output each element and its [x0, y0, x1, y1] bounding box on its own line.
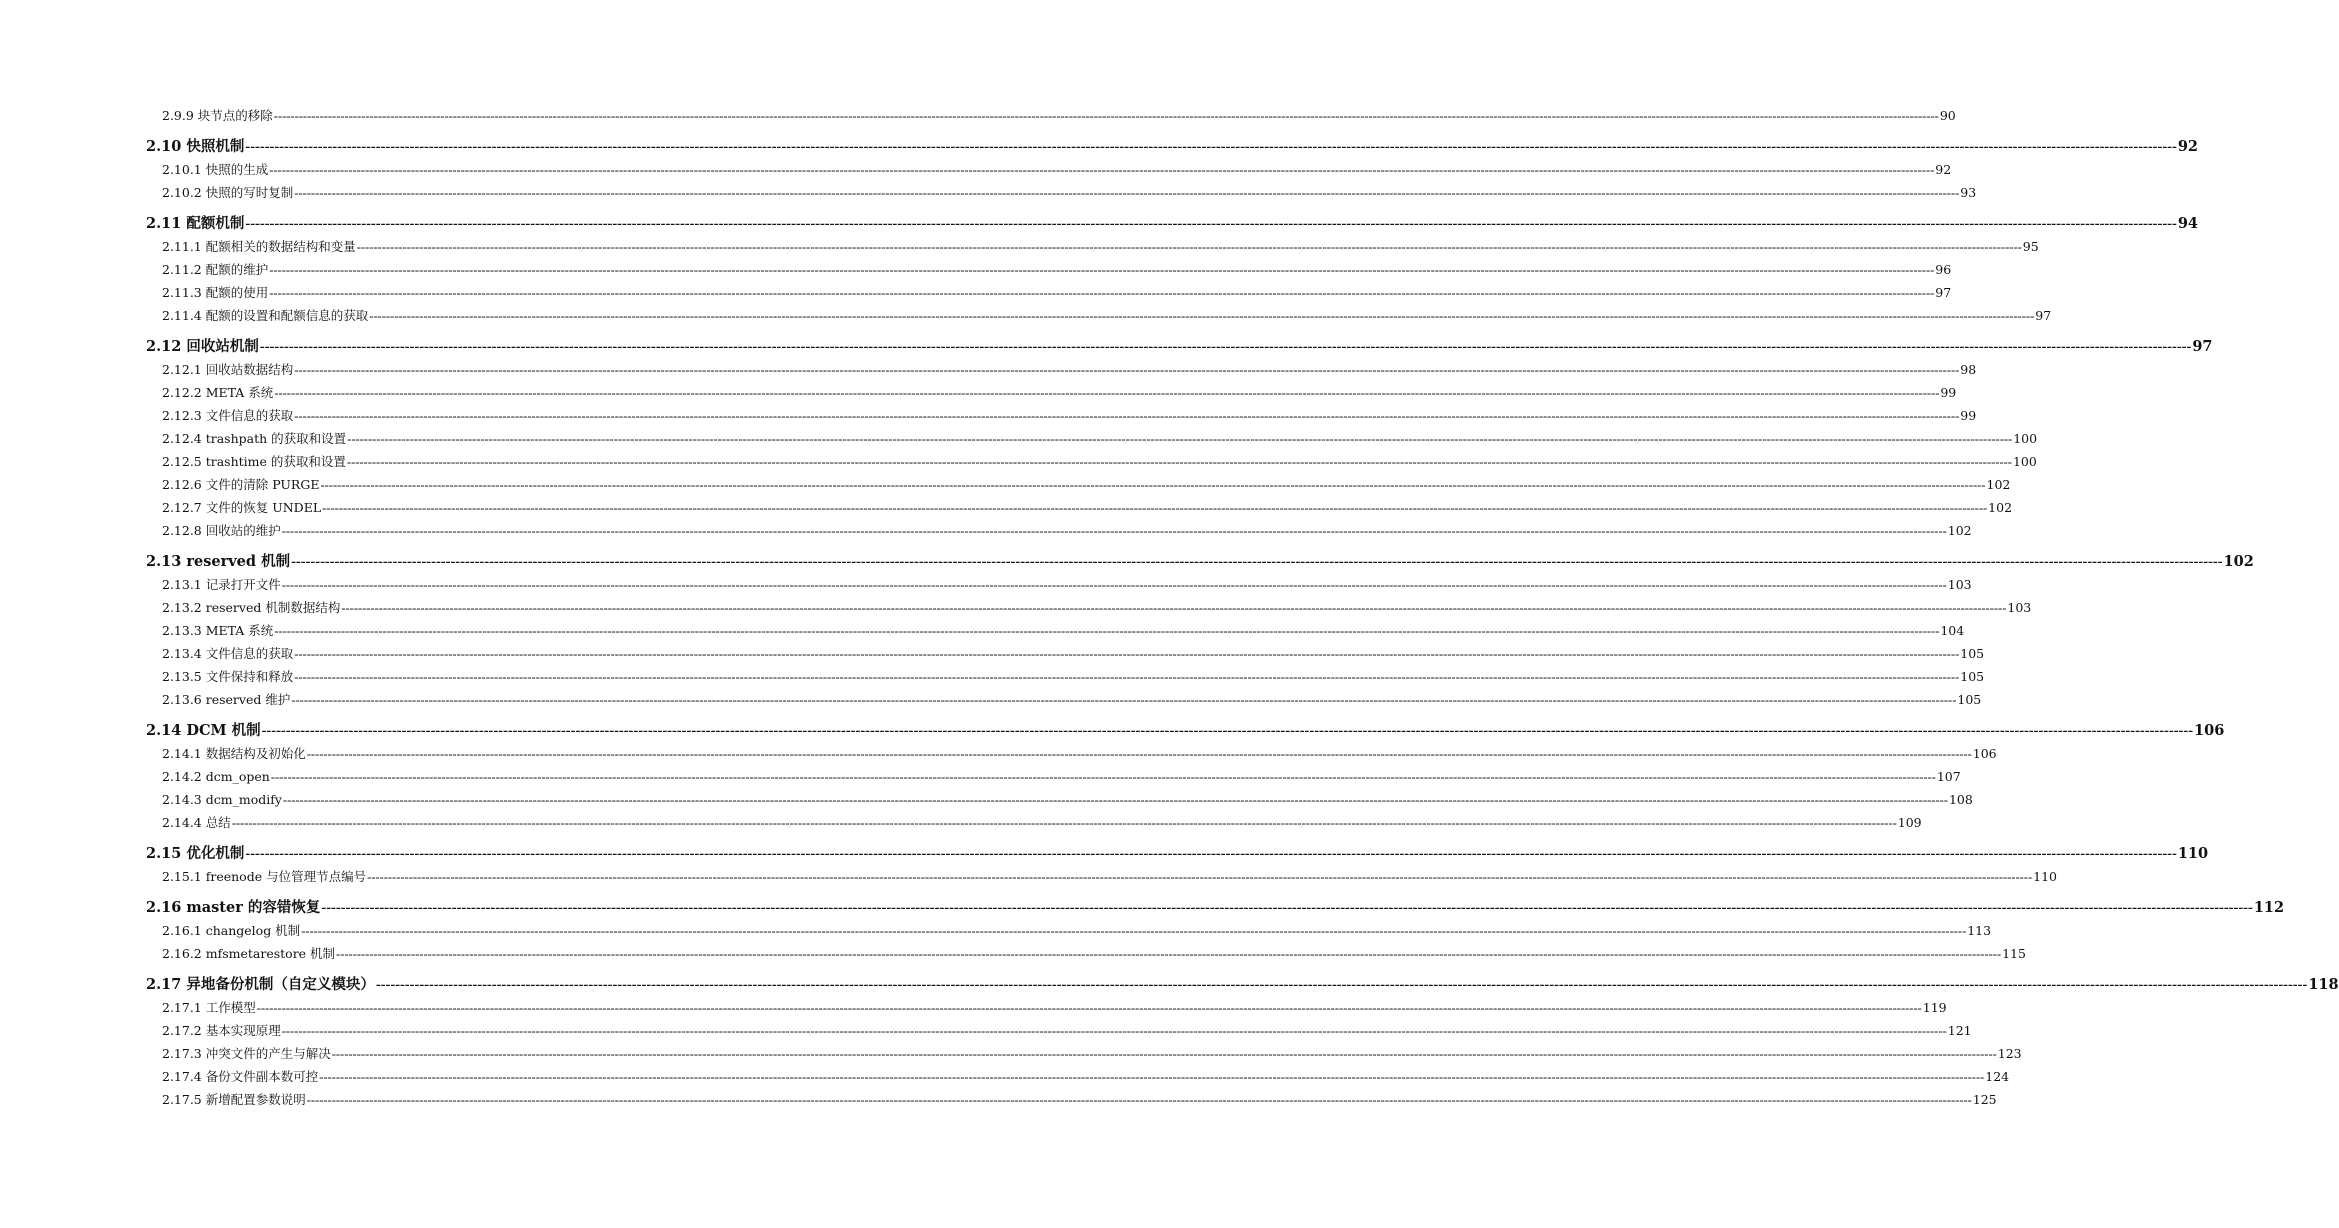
toc-page-number: 119 [1922, 1000, 1947, 1015]
toc-dot-leader: ---------------------------------------------------------------------------------------------------------------------------------------------------------------------------------------------------------------------------------------------------------------------------------------------------------------------------------------------------------------------------------------------------------------- [322, 501, 1988, 515]
toc-subsection-entry[interactable] [146, 742, 1997, 765]
toc-entry-title: 2.14.3 dcm_modify [162, 792, 282, 807]
toc-section-entry[interactable] [146, 896, 2285, 919]
toc-subsection-entry[interactable] [146, 811, 1922, 834]
toc-subsection-entry[interactable] [146, 1019, 1972, 1042]
toc-dot-leader: ---------------------------------------------------------------------------------------------------------------------------------------------------------------------------------------------------------------------------------------------------------------------------------------------------------------------------------------------------------------------------------------------------------------- [269, 263, 1935, 277]
toc-subsection-entry[interactable] [146, 235, 2039, 258]
toc-section-entry[interactable] [146, 550, 2254, 573]
toc-subsection-entry[interactable] [146, 404, 1977, 427]
toc-subsection-entry[interactable] [146, 996, 1947, 1019]
toc-page-number: 103 [1947, 577, 1972, 592]
toc-page-number: 105 [1957, 692, 1982, 707]
toc-subsection-entry[interactable] [146, 381, 1957, 404]
toc-entry-title: 2.15 优化机制 [146, 845, 245, 862]
toc-page-number: 92 [2177, 138, 2199, 155]
toc-dot-leader: ---------------------------------------------------------------------------------------------------------------------------------------------------------------------------------------------------------------------------------------------------------------------------------------------------------------------------------------------------------------------------------------------------------------- [294, 363, 1960, 377]
toc-page-number: 102 [1988, 500, 2013, 515]
toc-subsection-entry[interactable] [146, 788, 1973, 811]
toc-subsection-entry[interactable] [146, 942, 2026, 965]
toc-page-number: 92 [1935, 162, 1952, 177]
toc-entry-title: 2.13.4 文件信息的获取 [162, 646, 294, 661]
toc-entry-title: 2.17.4 备份文件副本数可控 [162, 1069, 319, 1084]
toc-subsection-entry[interactable] [146, 496, 2013, 519]
toc-subsection-entry[interactable] [146, 765, 1961, 788]
toc-entry-title: 2.12.3 文件信息的获取 [162, 408, 294, 423]
toc-dot-leader: ---------------------------------------------------------------------------------------------------------------------------------------------------------------------------------------------------------------------------------------------------------------------------------------------------------------------------------------------------------------------------------------------------------------- [270, 770, 1936, 784]
toc-dot-leader: ---------------------------------------------------------------------------------------------------------------------------------------------------------------------------------------------------------------------------------------------------------------------------------------------------------------------------------------------------------------------------------------------------------------- [301, 924, 1967, 938]
toc-subsection-entry[interactable] [146, 619, 1965, 642]
toc-page-number: 93 [1960, 185, 1977, 200]
toc-page-number: 99 [1960, 408, 1977, 423]
toc-section-entry[interactable] [146, 842, 2209, 865]
toc-page-number: 97 [1935, 285, 1952, 300]
toc-entry-title: 2.12.8 回收站的维护 [162, 523, 281, 538]
toc-page-number: 106 [2194, 722, 2225, 739]
toc-entry-title: 2.16.1 changelog 机制 [162, 923, 301, 938]
toc-dot-leader: ---------------------------------------------------------------------------------------------------------------------------------------------------------------------------------------------------------------------------------------------------------------------------------------------------------------------------------------------------------------------------------------------------------------- [281, 578, 1947, 592]
toc-dot-leader: ---------------------------------------------------------------------------------------------------------------------------------------------------------------------------------------------------------------------------------------------------------------------------------------------------------------------------------------------------------------------------------------------------------------- [294, 186, 1960, 200]
toc-page-number: 104 [1940, 623, 1965, 638]
toc-page-number: 97 [2035, 308, 2052, 323]
toc-dot-leader: ---------------------------------------------------------------------------------------------------------------------------------------------------------------------------------------------------------------------------------------------------------------------------------------------------------------------------------------------------------------------------------------------------------------- [291, 554, 2223, 570]
toc-subsection-entry[interactable] [146, 281, 1952, 304]
toc-page-number: 99 [1940, 385, 1957, 400]
toc-dot-leader: ---------------------------------------------------------------------------------------------------------------------------------------------------------------------------------------------------------------------------------------------------------------------------------------------------------------------------------------------------------------------------------------------------------------- [282, 793, 1948, 807]
toc-subsection-entry[interactable] [146, 919, 1992, 942]
toc-subsection-entry[interactable] [146, 1088, 1997, 1111]
toc-page-number: 97 [2192, 338, 2213, 355]
toc-dot-leader: ---------------------------------------------------------------------------------------------------------------------------------------------------------------------------------------------------------------------------------------------------------------------------------------------------------------------------------------------------------------------------------------------------------------- [274, 624, 1940, 638]
toc-subsection-entry[interactable] [146, 1065, 2010, 1088]
toc-dot-leader: ---------------------------------------------------------------------------------------------------------------------------------------------------------------------------------------------------------------------------------------------------------------------------------------------------------------------------------------------------------------------------------------------------------------- [320, 478, 1986, 492]
toc-entry-title: 2.13.1 记录打开文件 [162, 577, 281, 592]
toc-page-number: 108 [1948, 792, 1973, 807]
toc-page-number: 125 [1972, 1092, 1997, 1107]
toc-dot-leader: ---------------------------------------------------------------------------------------------------------------------------------------------------------------------------------------------------------------------------------------------------------------------------------------------------------------------------------------------------------------------------------------------------------------- [245, 139, 2177, 155]
toc-dot-leader: ---------------------------------------------------------------------------------------------------------------------------------------------------------------------------------------------------------------------------------------------------------------------------------------------------------------------------------------------------------------------------------------------------------------- [375, 977, 2308, 993]
toc-entry-title: 2.11.1 配额相关的数据结构和变量 [162, 239, 356, 254]
toc-page-number: 102 [1986, 477, 2011, 492]
toc-entry-title: 2.11.3 配额的使用 [162, 285, 269, 300]
toc-section-entry[interactable] [146, 335, 2213, 358]
toc-subsection-entry[interactable] [146, 304, 2052, 327]
toc-dot-leader: ---------------------------------------------------------------------------------------------------------------------------------------------------------------------------------------------------------------------------------------------------------------------------------------------------------------------------------------------------------------------------------------------------------------- [321, 900, 2253, 916]
toc-dot-leader: ---------------------------------------------------------------------------------------------------------------------------------------------------------------------------------------------------------------------------------------------------------------------------------------------------------------------------------------------------------------------------------------------------------------- [367, 870, 2033, 884]
toc-page-number: 102 [1947, 523, 1972, 538]
toc-page-number: 112 [2253, 899, 2285, 916]
toc-subsection-entry[interactable] [146, 642, 1985, 665]
toc-subsection-entry[interactable] [146, 596, 2032, 619]
toc-page-number: 118 [2308, 976, 2339, 993]
toc-subsection-entry[interactable] [146, 865, 2057, 888]
toc-dot-leader: ---------------------------------------------------------------------------------------------------------------------------------------------------------------------------------------------------------------------------------------------------------------------------------------------------------------------------------------------------------------------------------------------------------------- [245, 846, 2177, 862]
toc-entry-title: 2.12.2 META 系统 [162, 385, 274, 400]
toc-page-number: 96 [1935, 262, 1952, 277]
toc-dot-leader: ---------------------------------------------------------------------------------------------------------------------------------------------------------------------------------------------------------------------------------------------------------------------------------------------------------------------------------------------------------------------------------------------------------------- [346, 455, 2012, 469]
toc-dot-leader: ---------------------------------------------------------------------------------------------------------------------------------------------------------------------------------------------------------------------------------------------------------------------------------------------------------------------------------------------------------------------------------------------------------------- [273, 109, 1939, 123]
toc-page-number: 103 [2007, 600, 2032, 615]
toc-page-number: 94 [2177, 215, 2199, 232]
toc-subsection-entry[interactable] [146, 450, 2037, 473]
toc-section-entry[interactable] [146, 973, 2339, 996]
toc-entry-title: 2.12 回收站机制 [146, 338, 259, 355]
toc-subsection-entry[interactable] [146, 1042, 2022, 1065]
toc-page-number: 124 [1985, 1069, 2010, 1084]
toc-dot-leader: ---------------------------------------------------------------------------------------------------------------------------------------------------------------------------------------------------------------------------------------------------------------------------------------------------------------------------------------------------------------------------------------------------------------- [306, 1093, 1972, 1107]
toc-entry-title: 2.11 配额机制 [146, 215, 245, 232]
toc-entry-title: 2.12.6 文件的清除 PURGE [162, 477, 320, 492]
toc-entry-title: 2.17.5 新增配置参数说明 [162, 1092, 306, 1107]
toc-entry-title: 2.16.2 mfsmetarestore 机制 [162, 946, 336, 961]
toc-entry-title: 2.13.2 reserved 机制数据结构 [162, 600, 341, 615]
toc-subsection-entry[interactable] [146, 665, 1985, 688]
toc-entry-title: 2.14.2 dcm_open [162, 769, 270, 784]
toc-dot-leader: ---------------------------------------------------------------------------------------------------------------------------------------------------------------------------------------------------------------------------------------------------------------------------------------------------------------------------------------------------------------------------------------------------------------- [331, 1047, 1997, 1061]
toc-page-number: 98 [1960, 362, 1977, 377]
toc-dot-leader: ---------------------------------------------------------------------------------------------------------------------------------------------------------------------------------------------------------------------------------------------------------------------------------------------------------------------------------------------------------------------------------------------------------------- [336, 947, 2002, 961]
toc-dot-leader: ---------------------------------------------------------------------------------------------------------------------------------------------------------------------------------------------------------------------------------------------------------------------------------------------------------------------------------------------------------------------------------------------------------------- [341, 601, 2007, 615]
toc-dot-leader: ---------------------------------------------------------------------------------------------------------------------------------------------------------------------------------------------------------------------------------------------------------------------------------------------------------------------------------------------------------------------------------------------------------------- [294, 647, 1960, 661]
toc-entry-title: 2.17.3 冲突文件的产生与解决 [162, 1046, 331, 1061]
toc-entry-title: 2.14 DCM 机制 [146, 722, 261, 739]
toc-dot-leader: ---------------------------------------------------------------------------------------------------------------------------------------------------------------------------------------------------------------------------------------------------------------------------------------------------------------------------------------------------------------------------------------------------------------- [281, 524, 1947, 538]
toc-entry-title: 2.14.4 总结 [162, 815, 231, 830]
toc-page-number: 100 [2013, 431, 2038, 446]
toc-page-number: 123 [1997, 1046, 2022, 1061]
toc-entry-title: 2.14.1 数据结构及初始化 [162, 746, 306, 761]
toc-entry-title: 2.9.9 块节点的移除 [162, 108, 273, 123]
toc-subsection-entry[interactable] [146, 519, 1972, 542]
toc-dot-leader: ---------------------------------------------------------------------------------------------------------------------------------------------------------------------------------------------------------------------------------------------------------------------------------------------------------------------------------------------------------------------------------------------------------------- [269, 286, 1935, 300]
toc-dot-leader: ---------------------------------------------------------------------------------------------------------------------------------------------------------------------------------------------------------------------------------------------------------------------------------------------------------------------------------------------------------------------------------------------------------------- [281, 1024, 1947, 1038]
toc-entry-title: 2.13.5 文件保持和释放 [162, 669, 294, 684]
toc-dot-leader: ---------------------------------------------------------------------------------------------------------------------------------------------------------------------------------------------------------------------------------------------------------------------------------------------------------------------------------------------------------------------------------------------------------------- [261, 723, 2194, 739]
toc-dot-leader: ---------------------------------------------------------------------------------------------------------------------------------------------------------------------------------------------------------------------------------------------------------------------------------------------------------------------------------------------------------------------------------------------------------------- [245, 216, 2177, 232]
toc-dot-leader: ---------------------------------------------------------------------------------------------------------------------------------------------------------------------------------------------------------------------------------------------------------------------------------------------------------------------------------------------------------------------------------------------------------------- [294, 409, 1960, 423]
toc-subsection-entry[interactable] [146, 573, 1972, 596]
toc-entry-title: 2.12.1 回收站数据结构 [162, 362, 294, 377]
toc-entry-title: 2.13.6 reserved 维护 [162, 692, 291, 707]
toc-entry-title: 2.12.5 trashtime 的获取和设置 [162, 454, 346, 469]
toc-entry-title: 2.15.1 freenode 与位管理节点编号 [162, 869, 367, 884]
toc-entry-title: 2.17.1 工作模型 [162, 1000, 256, 1015]
toc-entry-title: 2.17.2 基本实现原理 [162, 1023, 281, 1038]
toc-subsection-entry[interactable] [146, 104, 1956, 127]
toc-page-number: 110 [2033, 869, 2057, 884]
toc-subsection-entry[interactable] [146, 688, 1982, 711]
toc-dot-leader: ---------------------------------------------------------------------------------------------------------------------------------------------------------------------------------------------------------------------------------------------------------------------------------------------------------------------------------------------------------------------------------------------------------------- [319, 1070, 1985, 1084]
toc-page-number: 95 [2022, 239, 2039, 254]
toc-entry-title: 2.12.7 文件的恢复 UNDEL [162, 500, 322, 515]
toc-subsection-entry[interactable] [146, 158, 1952, 181]
toc-entry-title: 2.16 master 的容错恢复 [146, 899, 321, 916]
toc-entry-title: 2.10.1 快照的生成 [162, 162, 269, 177]
toc-page-number: 113 [1967, 923, 1992, 938]
toc-subsection-entry[interactable] [146, 473, 2011, 496]
toc-subsection-entry[interactable] [146, 358, 1977, 381]
toc-entry-title: 2.10 快照机制 [146, 138, 245, 155]
toc-dot-leader: ---------------------------------------------------------------------------------------------------------------------------------------------------------------------------------------------------------------------------------------------------------------------------------------------------------------------------------------------------------------------------------------------------------------- [256, 1001, 1922, 1015]
toc-section-entry[interactable] [146, 719, 2225, 742]
toc-entry-title: 2.12.4 trashpath 的获取和设置 [162, 431, 347, 446]
toc-subsection-entry[interactable] [146, 258, 1952, 281]
toc-entry-title: 2.13 reserved 机制 [146, 553, 291, 570]
toc-page-number: 115 [2002, 946, 2026, 961]
toc-dot-leader: ---------------------------------------------------------------------------------------------------------------------------------------------------------------------------------------------------------------------------------------------------------------------------------------------------------------------------------------------------------------------------------------------------------------- [269, 163, 1935, 177]
toc-subsection-entry[interactable] [146, 181, 1977, 204]
toc-page-number: 109 [1897, 815, 1922, 830]
toc-section-entry[interactable] [146, 212, 2199, 235]
toc-section-entry[interactable] [146, 135, 2199, 158]
toc-dot-leader: ---------------------------------------------------------------------------------------------------------------------------------------------------------------------------------------------------------------------------------------------------------------------------------------------------------------------------------------------------------------------------------------------------------------- [294, 670, 1960, 684]
toc-page-number: 100 [2012, 454, 2037, 469]
toc-page-number: 110 [2177, 845, 2209, 862]
toc-dot-leader: ---------------------------------------------------------------------------------------------------------------------------------------------------------------------------------------------------------------------------------------------------------------------------------------------------------------------------------------------------------------------------------------------------------------- [291, 693, 1957, 707]
toc-page-number: 107 [1936, 769, 1961, 784]
toc-dot-leader: ---------------------------------------------------------------------------------------------------------------------------------------------------------------------------------------------------------------------------------------------------------------------------------------------------------------------------------------------------------------------------------------------------------------- [231, 816, 1897, 830]
toc-page-number: 106 [1972, 746, 1997, 761]
toc-dot-leader: ---------------------------------------------------------------------------------------------------------------------------------------------------------------------------------------------------------------------------------------------------------------------------------------------------------------------------------------------------------------------------------------------------------------- [274, 386, 1940, 400]
toc-dot-leader: ---------------------------------------------------------------------------------------------------------------------------------------------------------------------------------------------------------------------------------------------------------------------------------------------------------------------------------------------------------------------------------------------------------------- [306, 747, 1972, 761]
toc-entry-title: 2.13.3 META 系统 [162, 623, 274, 638]
toc-page-number: 105 [1960, 669, 1985, 684]
toc-page-number: 90 [1939, 108, 1956, 123]
toc-entry-title: 2.11.4 配额的设置和配额信息的获取 [162, 308, 369, 323]
toc-subsection-entry[interactable] [146, 427, 2038, 450]
toc-dot-leader: ---------------------------------------------------------------------------------------------------------------------------------------------------------------------------------------------------------------------------------------------------------------------------------------------------------------------------------------------------------------------------------------------------------------- [369, 309, 2035, 323]
toc-page-number: 121 [1947, 1023, 1972, 1038]
toc-entry-title: 2.11.2 配额的维护 [162, 262, 269, 277]
toc-entry-title: 2.17 异地备份机制（自定义模块） [146, 976, 375, 993]
toc-dot-leader: ---------------------------------------------------------------------------------------------------------------------------------------------------------------------------------------------------------------------------------------------------------------------------------------------------------------------------------------------------------------------------------------------------------------- [356, 240, 2022, 254]
toc-entry-title: 2.10.2 快照的写时复制 [162, 185, 294, 200]
toc-page-number: 105 [1960, 646, 1985, 661]
table-of-contents [146, 104, 2339, 1111]
toc-page-number: 102 [2223, 553, 2254, 570]
toc-dot-leader: ---------------------------------------------------------------------------------------------------------------------------------------------------------------------------------------------------------------------------------------------------------------------------------------------------------------------------------------------------------------------------------------------------------------- [347, 432, 2013, 446]
toc-dot-leader: ---------------------------------------------------------------------------------------------------------------------------------------------------------------------------------------------------------------------------------------------------------------------------------------------------------------------------------------------------------------------------------------------------------------- [259, 339, 2192, 355]
